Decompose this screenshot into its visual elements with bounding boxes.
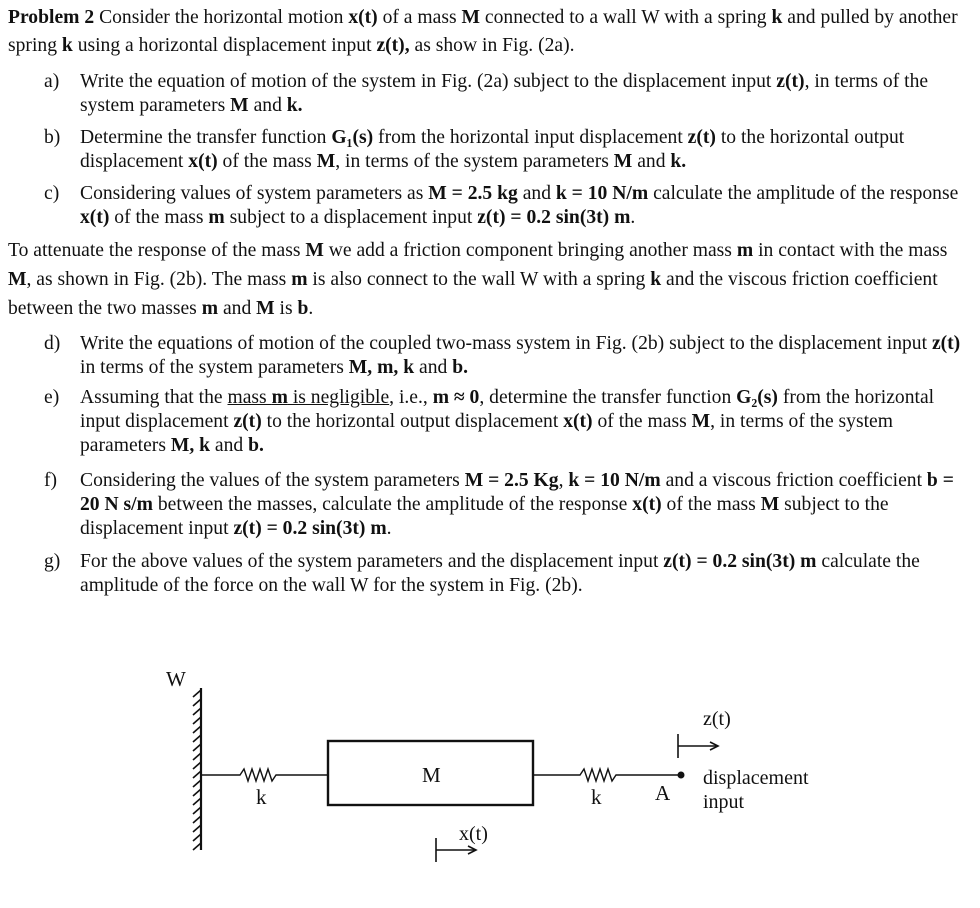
text-run: , in terms of the system parameters (80, 71, 929, 116)
input-point (678, 772, 685, 779)
text-run: of the mass (109, 207, 209, 228)
bold-term: x(t) (632, 494, 662, 515)
bold-term: m (736, 240, 754, 261)
bold-term: M, k (170, 435, 211, 456)
text-run: . (630, 207, 636, 228)
text-run: and (414, 357, 453, 378)
text-run: calculate the amplitude of the response (648, 183, 959, 204)
bold-term: z(t) (776, 71, 805, 92)
bold-term: M = 2.5 kg (428, 183, 518, 204)
text-run: from the horizontal input displacement (80, 387, 935, 432)
question-label: d) (44, 333, 61, 354)
text-run: as show in Fig. (2a). (409, 35, 575, 56)
bold-term: z(t) (233, 411, 262, 432)
question-label: f) (44, 470, 58, 491)
bold-term: z(t) = 0.2 sin(3t) m (233, 518, 387, 539)
bold-term: M (256, 298, 275, 319)
bold-term: k (771, 7, 783, 28)
z-label: z(t) (703, 708, 731, 730)
question-label: a) (44, 71, 60, 92)
mass-label: M (422, 763, 441, 787)
text-run: mass (227, 387, 272, 408)
bold-term: m (208, 207, 225, 228)
bold-term: G₂(s) (736, 387, 778, 408)
text-run: Determine the transfer function (80, 127, 332, 148)
z-arrow-icon (678, 734, 718, 758)
right-spring-label: k (591, 785, 602, 809)
text-run: , (558, 470, 569, 491)
text-run: is (274, 298, 298, 319)
text-run: of the mass (661, 494, 761, 515)
text-run: in contact with the mass (753, 240, 948, 261)
text-run: Write the equation of motion of the system in Fig. (2a) subject to the displacement input (80, 71, 777, 92)
bold-term: k. (670, 151, 687, 172)
bold-term: M (8, 269, 27, 290)
text-run: using a horizontal displacement input (72, 35, 377, 56)
text-run: connected to a wall W with a spring (480, 7, 772, 28)
bold-term: z(t) = 0.2 sin(3t) m (663, 551, 817, 572)
text-run: and pulled by another spring (8, 7, 958, 56)
bold-term: M (316, 151, 336, 172)
left-spring-label: k (256, 785, 267, 809)
bold-term: M (305, 240, 324, 261)
right-spring (533, 769, 680, 781)
text-run: subject to the displacement input (80, 494, 889, 539)
bold-term: k = 10 N/m (555, 183, 649, 204)
bold-term: z(t), (376, 35, 410, 56)
text-run: To attenuate the response of the mass (8, 240, 306, 261)
point-label: A (655, 781, 671, 805)
bold-term: x(t) (563, 411, 593, 432)
bold-term: M = 2.5 Kg (464, 470, 559, 491)
text-run: calculate the amplitude of the force on the wall W for the system in Fig. (2b). (80, 551, 920, 596)
text-run: and the viscous friction coefficient between the two masses (8, 269, 938, 319)
text-run: . (386, 518, 392, 539)
input-label-line1: displacement (703, 767, 809, 789)
text-run: For the above values of the system parameters and the displacement input (80, 551, 664, 572)
text-run: to the horizontal output displacement (80, 127, 905, 172)
bold-term: M (461, 7, 480, 28)
bold-term: z(t) (931, 333, 961, 354)
text-run: Assuming that the (80, 387, 228, 408)
x-label: x(t) (459, 823, 488, 845)
text-run: , as shown in Fig. (2b). The mass (26, 269, 292, 290)
text-run: subject to a displacement input (224, 207, 478, 228)
text-run: is negligible (287, 387, 390, 408)
bold-term: M (760, 494, 780, 515)
bold-term: M (613, 151, 633, 172)
bold-term: x(t) (348, 7, 378, 28)
bold-term: M (230, 95, 249, 116)
bold-term: M, m, k (348, 357, 415, 378)
text-run: and (517, 183, 556, 204)
bold-term: x(t) (188, 151, 218, 172)
left-spring (201, 769, 328, 781)
text-run: from the horizontal input displacement (373, 127, 688, 148)
text-run: of a mass (377, 7, 462, 28)
question-label: g) (44, 551, 61, 572)
bold-term: k. (286, 95, 303, 116)
text-run: and a viscous friction coefficient (660, 470, 927, 491)
bold-term: z(t) (687, 127, 716, 148)
text-run: and (210, 435, 249, 456)
bold-term: m (201, 298, 219, 319)
bold-term: b. (452, 357, 468, 378)
text-run: Considering values of system parameters as (80, 183, 429, 204)
bold-term: m ≈ 0 (432, 387, 480, 408)
bold-term: b (297, 298, 309, 319)
text-run: is also connect to the wall W with a spring (307, 269, 651, 290)
bold-term: z(t) = 0.2 sin(3t) m (477, 207, 631, 228)
bold-term: M (691, 411, 711, 432)
bold-term: m (291, 269, 308, 290)
text-run: . (308, 298, 314, 319)
text-run: and (218, 298, 257, 319)
text-run: Consider the horizontal motion (94, 7, 349, 28)
bold-term: b. (248, 435, 264, 456)
bold-term: m (271, 387, 288, 408)
text-run: of the mass (217, 151, 317, 172)
bold-term: k (61, 35, 73, 56)
text-run: we add a friction component bringing another mass (323, 240, 737, 261)
question-label: e) (44, 387, 60, 408)
question-label: b) (44, 127, 61, 148)
input-label-line2: input (703, 791, 745, 813)
text-run: Considering the values of the system parameters (80, 470, 465, 491)
text-run: between the masses, calculate the amplitude of the response (152, 494, 633, 515)
text-run: , determine the transfer function (479, 387, 737, 408)
bold-term: x(t) (80, 207, 110, 228)
text-run: of the mass (592, 411, 692, 432)
text-run: , in terms of the system parameters (335, 151, 614, 172)
bold-term: k = 10 N/m (568, 470, 661, 491)
question-label: c) (44, 183, 60, 204)
bold-term: G₁(s) (331, 127, 374, 148)
text-run: Write the equations of motion of the coupled two-mass system in Fig. (2b) subject to the displacement input (80, 333, 932, 354)
problem-number: Problem 2 (8, 7, 95, 28)
text-run: to the horizontal output displacement (261, 411, 564, 432)
text-run: and (632, 151, 671, 172)
wall-hatching (193, 688, 201, 850)
text-run: , i.e., (389, 387, 433, 408)
text-run: , in terms of the system parameters (80, 411, 893, 456)
wall-label: W (166, 667, 186, 691)
text-run: and (248, 95, 287, 116)
bold-term: b = 20 N s/m (80, 470, 954, 515)
bold-term: k (650, 269, 662, 290)
text-run: in terms of the system parameters (80, 357, 349, 378)
